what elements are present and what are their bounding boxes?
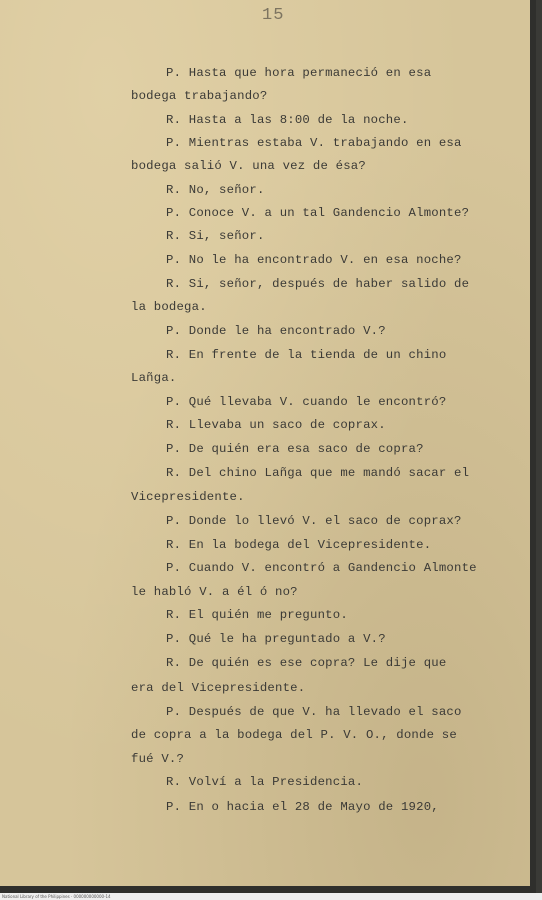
transcript-line: la bodega. — [131, 300, 207, 314]
transcript-line: era del Vicepresidente. — [131, 681, 306, 695]
transcript-line: P. Qué le ha preguntado a V.? — [166, 632, 386, 646]
transcript-line: R. Hasta a las 8:00 de la noche. — [166, 113, 409, 127]
transcript-line: R. Si, señor. — [166, 229, 265, 243]
transcript-line: P. No le ha encontrado V. en esa noche? — [166, 253, 462, 267]
transcript-line: R. En frente de la tienda de un chino — [166, 348, 447, 362]
transcript-line: R. Del chino Lañga que me mandó sacar el — [166, 466, 470, 480]
transcript-line: le habló V. a él ó no? — [131, 585, 298, 599]
transcript-line: bodega trabajando? — [131, 89, 268, 103]
transcript-line: P. Hasta que hora permaneció en esa — [166, 66, 432, 80]
transcript-line: bodega salió V. una vez de ésa? — [131, 159, 366, 173]
transcript-line: R. De quién es ese copra? Le dije que — [166, 656, 447, 670]
transcript-line: P. Conoce V. a un tal Gandencio Almonte? — [166, 206, 470, 220]
transcript-line: R. En la bodega del Vicepresidente. — [166, 538, 432, 552]
transcript-line: R. Si, señor, después de haber salido de — [166, 277, 470, 291]
transcript-line: P. Cuando V. encontró a Gandencio Almonte — [166, 561, 477, 575]
transcript-line: Vicepresidente. — [131, 490, 245, 504]
transcript-line: de copra a la bodega del P. V. O., donde se — [131, 728, 457, 742]
transcript-line: P. Qué llevaba V. cuando le encontró? — [166, 395, 447, 409]
transcript-line: R. Llevaba un saco de coprax. — [166, 418, 386, 432]
transcript-line: P. Mientras estaba V. trabajando en esa — [166, 136, 462, 150]
transcript-line: R. Volví a la Presidencia. — [166, 775, 364, 789]
transcript-line: P. En o hacia el 28 de Mayo de 1920, — [166, 800, 439, 814]
transcript-line: R. El quién me pregunto. — [166, 608, 348, 622]
scan-footer: National Library of the Philippines · 000000000000-14 — [0, 893, 542, 900]
transcript-line: P. Donde lo llevó V. el saco de coprax? — [166, 514, 462, 528]
transcript-line: fué V.? — [131, 752, 185, 766]
transcript-line: P. De quién era esa saco de copra? — [166, 442, 424, 456]
page-number: 15 — [262, 6, 285, 25]
transcript-line: P. Después de que V. ha llevado el saco — [166, 705, 462, 719]
transcript-line: Lañga. — [131, 371, 177, 385]
transcript-line: R. No, señor. — [166, 183, 265, 197]
transcript-line: P. Donde le ha encontrado V.? — [166, 324, 386, 338]
